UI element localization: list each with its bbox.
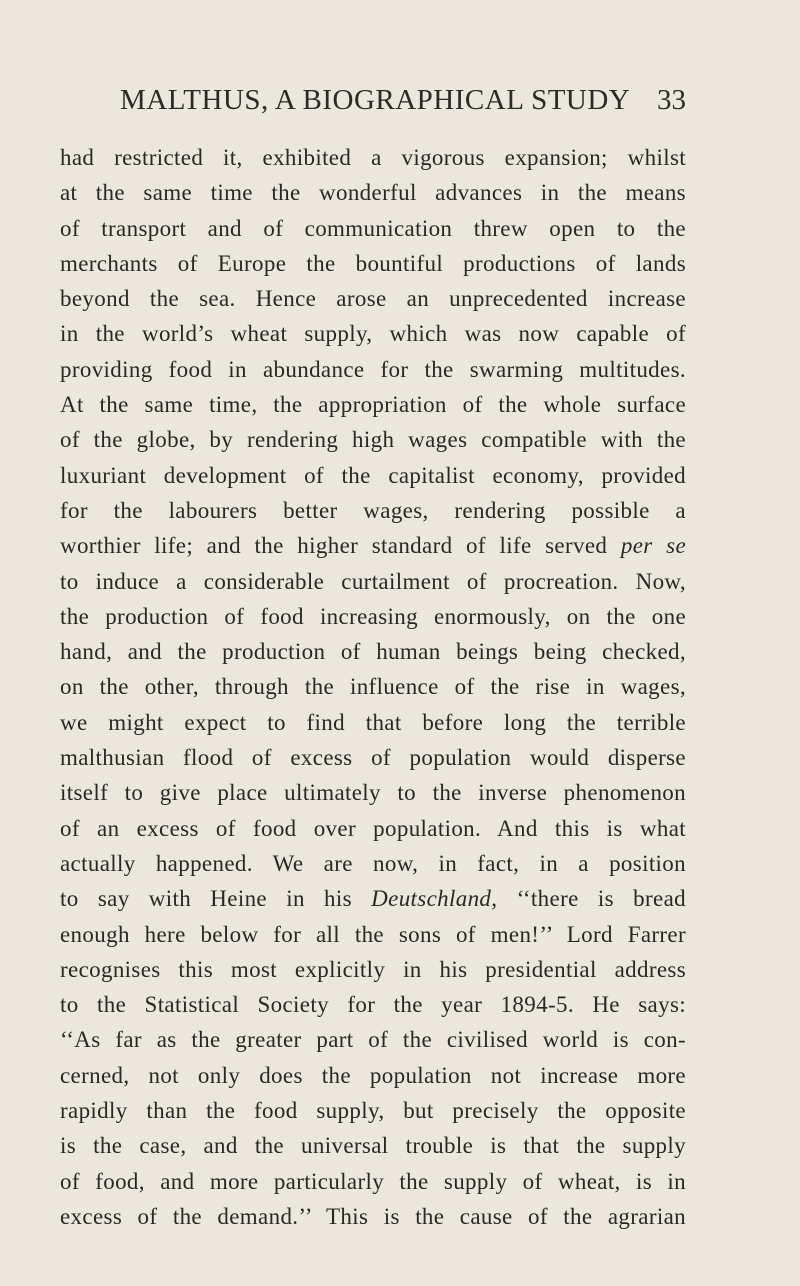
text-line: itself to give place ultimately to the inverse phenomenon [60, 780, 686, 806]
text-line: merchants of Europe the bountiful productions of lands [60, 250, 686, 276]
text-line: recognises this most explicitly in his presidential address [60, 956, 686, 982]
page-number: 33 [657, 84, 686, 116]
text-line: we might expect to find that before long the terrible [60, 709, 686, 735]
text-line: is the case, and the universal trouble is that the supply [60, 1133, 686, 1159]
running-title: MALTHUS, A BIOGRAPHICAL STUDY [120, 84, 631, 116]
text-line: cerned, not only does the population not increase more [60, 1062, 686, 1088]
text-line: to induce a considerable curtailment of procreation. Now, [60, 568, 686, 594]
text-line: excess of the demand.’’ This is the cause of the agrarian [60, 1203, 686, 1229]
text-line: providing food in abundance for the swarming multitudes. [60, 356, 686, 382]
text-line: had restricted it, exhibited a vigorous expansion; whilst [60, 145, 686, 170]
text-line: of food, and more particularly the supply of wheat, is in [60, 1168, 686, 1194]
text-line: rapidly than the food supply, but precisely the opposite [60, 1098, 686, 1124]
text-line: to say with Heine in his Deutschland, ‘‘there is bread [60, 886, 686, 912]
text-line: actually happened. We are now, in fact, in a position [60, 850, 686, 876]
text-line: for the labourers better wages, rendering possible a [60, 497, 686, 523]
text-line: ‘‘As far as the greater part of the civilised world is con- [60, 1027, 686, 1053]
text-line: to the Statistical Society for the year 1894-5. He says: [60, 992, 686, 1018]
running-head [120, 84, 686, 124]
text-line: in the world’s wheat supply, which was now capable of [60, 321, 686, 347]
text-line: hand, and the production of human beings being checked, [60, 639, 686, 665]
text-line: at the same time the wonderful advances in the means [60, 180, 686, 206]
text-line: on the other, through the influence of the rise in wages, [60, 674, 686, 700]
italic-phrase: Deutschland [371, 886, 492, 912]
italic-phrase: per se [620, 533, 687, 559]
text-line: of the globe, by rendering high wages compatible with the [60, 427, 686, 453]
text-line: luxuriant development of the capitalist economy, provided [60, 462, 686, 488]
text-line: enough here below for all the sons of men!’’ Lord Farrer [60, 921, 686, 947]
text-line: beyond the sea. Hence arose an unprecedented increase [60, 286, 686, 312]
text-line: of an excess of food over population. And this is what [60, 815, 686, 841]
text-line: of transport and of communication threw open to the [60, 215, 686, 241]
body-paragraph [60, 140, 686, 1234]
text-line: malthusian flood of excess of population would disperse [60, 745, 686, 771]
text-line: worthier life; and the higher standard of life served per se [60, 533, 687, 559]
text-line: the production of food increasing enormously, on the one [60, 603, 686, 629]
text-line: At the same time, the appropriation of the whole surface [60, 392, 686, 418]
